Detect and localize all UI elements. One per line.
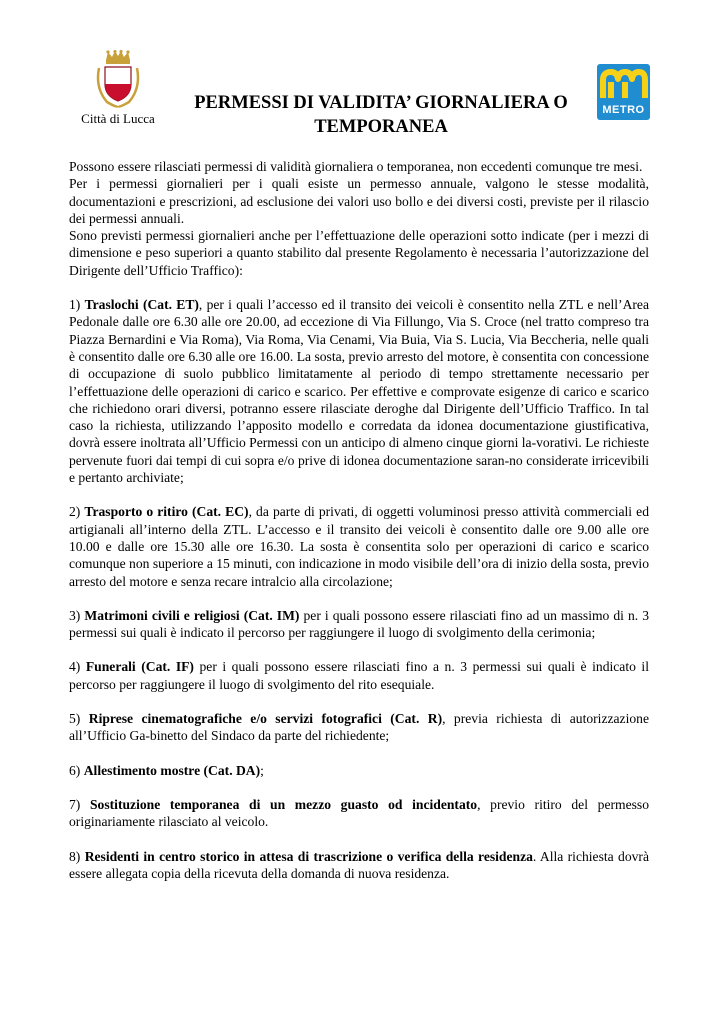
item-title: Residenti in centro storico in attesa di trascrizione o verifica della residenza <box>84 848 533 864</box>
list-item <box>69 762 649 779</box>
document-body <box>69 158 649 882</box>
metro-logo <box>597 64 650 120</box>
intro-paragraph: Per i permessi giornalieri per i quali esiste un permesso annuale, valgono le stesse modalità, documentazioni e prescrizioni, ad esclusione dei valori uso bollo e dei diversi costi, previste per il rilascio dei permessi annuali. <box>69 176 649 226</box>
list-item <box>69 658 649 693</box>
metro-logo-word: METRO <box>602 104 645 116</box>
item-title: Sostituzione temporanea di un mezzo guasto od incidentato <box>90 796 478 812</box>
item-title: Matrimoni civili e religiosi (Cat. IM) <box>84 607 300 623</box>
item-number: 5) <box>69 711 81 727</box>
item-number: 7) <box>69 796 81 812</box>
item-number: 4) <box>69 659 81 675</box>
item-number: 3) <box>69 607 81 623</box>
list-item <box>69 503 649 589</box>
intro-paragraph: Sono previsti permessi giornalieri anche per l’effettuazione delle operazioni sotto indicate (per i mezzi di dimensione e peso superiori a quanto stabilito dal presente Regolamento è necessaria l’autorizzazione del Dirigente dell’Ufficio Traffico): <box>69 228 649 278</box>
item-title: Allestimento mostre (Cat. DA) <box>83 762 261 778</box>
page-title: PERMESSI DI VALIDITA’ GIORNALIERA O TEMPORANEA <box>194 93 568 137</box>
list-item <box>69 296 649 486</box>
item-text: , previo ritiro del permesso originariamente rilasciato al veicolo. <box>69 796 649 830</box>
item-title: Traslochi (Cat. ET) <box>84 297 199 313</box>
item-number: 2) <box>69 504 81 520</box>
item-title: Funerali (Cat. IF) <box>85 659 194 675</box>
item-text: . Alla richiesta dovrà essere allegata copia della ricevuta della domanda di nuova residenza. <box>69 848 649 881</box>
item-number: 1) <box>69 297 81 313</box>
item-text: per i quali possono essere rilasciati fino a n. 3 permessi sui quali è indicato il percorso per raggiungere il luogo di svolgimento del rito esequiale. <box>69 659 649 692</box>
item-number: 8) <box>69 848 81 864</box>
item-number: 6) <box>69 762 81 778</box>
item-text: , da parte di privati, di oggetti voluminosi presso attività commerciali ed artigianali all’interno della ZTL. L’accesso e il transito dei veicoli è consentito dalle ore 9.00 alle ore 10.00 e dalle ore 15.30 alle ore 16.30. La sosta è consentita solo per operazioni di carico e scarico comunque non superiore a 15 minuti, con indicazione in modo visibile dell’ora di inizio della sosta, previo arresto del motore e senza recare intralcio alla circolazione; <box>69 504 649 589</box>
item-text: ; <box>260 762 264 778</box>
lucca-logo-caption: Città di Lucca <box>81 111 155 126</box>
item-title: Riprese cinematografiche e/o servizi fotografici (Cat. R) <box>88 711 443 727</box>
list-item <box>69 848 649 883</box>
item-text: per i quali possono essere rilasciati fino ad un massimo di n. 3 permessi sui quali è indicato il percorso per raggiungere il luogo di svolgimento della cerimonia; <box>69 607 650 641</box>
intro-paragraph: Possono essere rilasciati permessi di validità giornaliera o temporanea, non eccedenti comunque tre mesi. <box>69 159 643 174</box>
list-item <box>69 796 649 831</box>
item-title: Trasporto o ritiro (Cat. EC) <box>84 504 249 520</box>
item-text: , per i quali l’accesso ed il transito dei veicoli è consentito nella ZTL e nell’Area Pedonale dalle ore 6.30 alle ore 20.00, ad eccezione di Via Fillungo, Via S. Croce (nel tratto compreso tra Piazza Bernardini e Via Roma), Via Roma, Via Cenami, Via Buia, Via S. Lucia, Via Beccheria, nelle quali è consentito dalle ore 6.30 alle ore 16.00. La sosta, previo arresto del motore, è consentita con concessione di occupazione di suolo pubblico limitatamente al periodo di tempo strettamente necessario per l’effettuazione delle operazioni di carico e scarico. Per effettive e comprovate esigenze di carico e scarico che richiedono orari diversi, potranno essere rilasciate deroghe dal Dirigente dell’Ufficio Traffico. In tal caso la richiesta, utilizzando l’apposito modello e corredata da idonea documentazione giustificativa, dovrà essere inoltrata all’Ufficio Permessi con un anticipo di almeno cinque giorni la-vorativi. Le richieste pervenute fuori dai tempi di cui sopra e/o prive di idonea documentazione saran-no considerate irricevibili e pertanto archiviate; <box>69 297 649 486</box>
list-item <box>69 607 649 642</box>
metro-m-icon <box>597 66 650 106</box>
list-item <box>69 710 649 745</box>
citta-di-lucca-logo <box>76 50 160 127</box>
lucca-coat-of-arms-icon <box>93 50 143 108</box>
item-text: , previa richiesta di autorizzazione all’Ufficio Ga-binetto del Sindaco da parte del richiedente; <box>69 711 649 744</box>
